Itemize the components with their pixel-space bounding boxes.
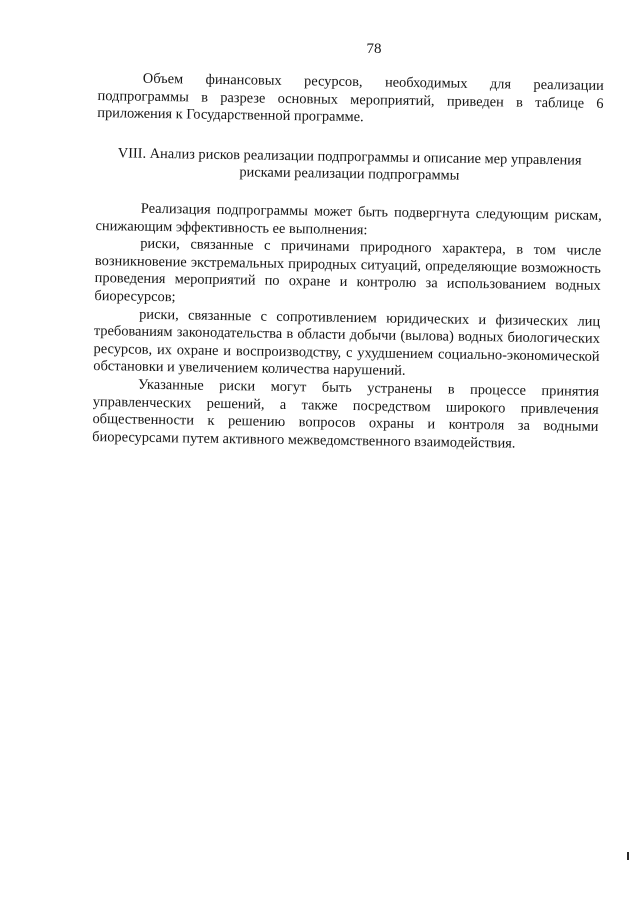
paragraph-risk-mitigation: Указанные риски могут быть устранены в процессе принятия управленческих решений, а также посредством широкого привлечения общественности к решению вопросов охраны и контроля за водными биоресурсами путем активного межведомственного взаимодействия.: [92, 376, 600, 452]
section-heading: VIII. Анализ рисков реализации подпрограммы и описание мер управления рисками реализации подпрограммы: [117, 145, 582, 185]
page-number: 78: [366, 41, 382, 57]
document-body: [92, 70, 604, 454]
paragraph-risks-intro: Реализация подпрограммы может быть подвергнута следующим рискам, снижающим эффективность ее выполнения:: [95, 200, 602, 238]
paragraph-legal-risks: риски, связанные с сопротивлением юридических и физических лиц требованиям законодательства в области добычи (вылова) водных биологических ресурсов, их охране и воспроизводству, с ухудшением социально-экономической обстановки и увеличением количества нарушений.: [93, 306, 601, 380]
paragraph-financing: Объем финансовых ресурсов, необходимых для реализации подпрограммы в разрезе основных мероприятий, приведен в таблице 6 приложения к Государственной программе.: [97, 70, 604, 126]
paragraph-natural-risks: риски, связанные с причинами природного характера, в том числе возникновение экстремальных природных ситуаций, определяющие возможность проведения мероприятий по охране и контролю за использованием водных биоресурсов;: [94, 235, 602, 306]
scan-mark: [627, 852, 629, 860]
